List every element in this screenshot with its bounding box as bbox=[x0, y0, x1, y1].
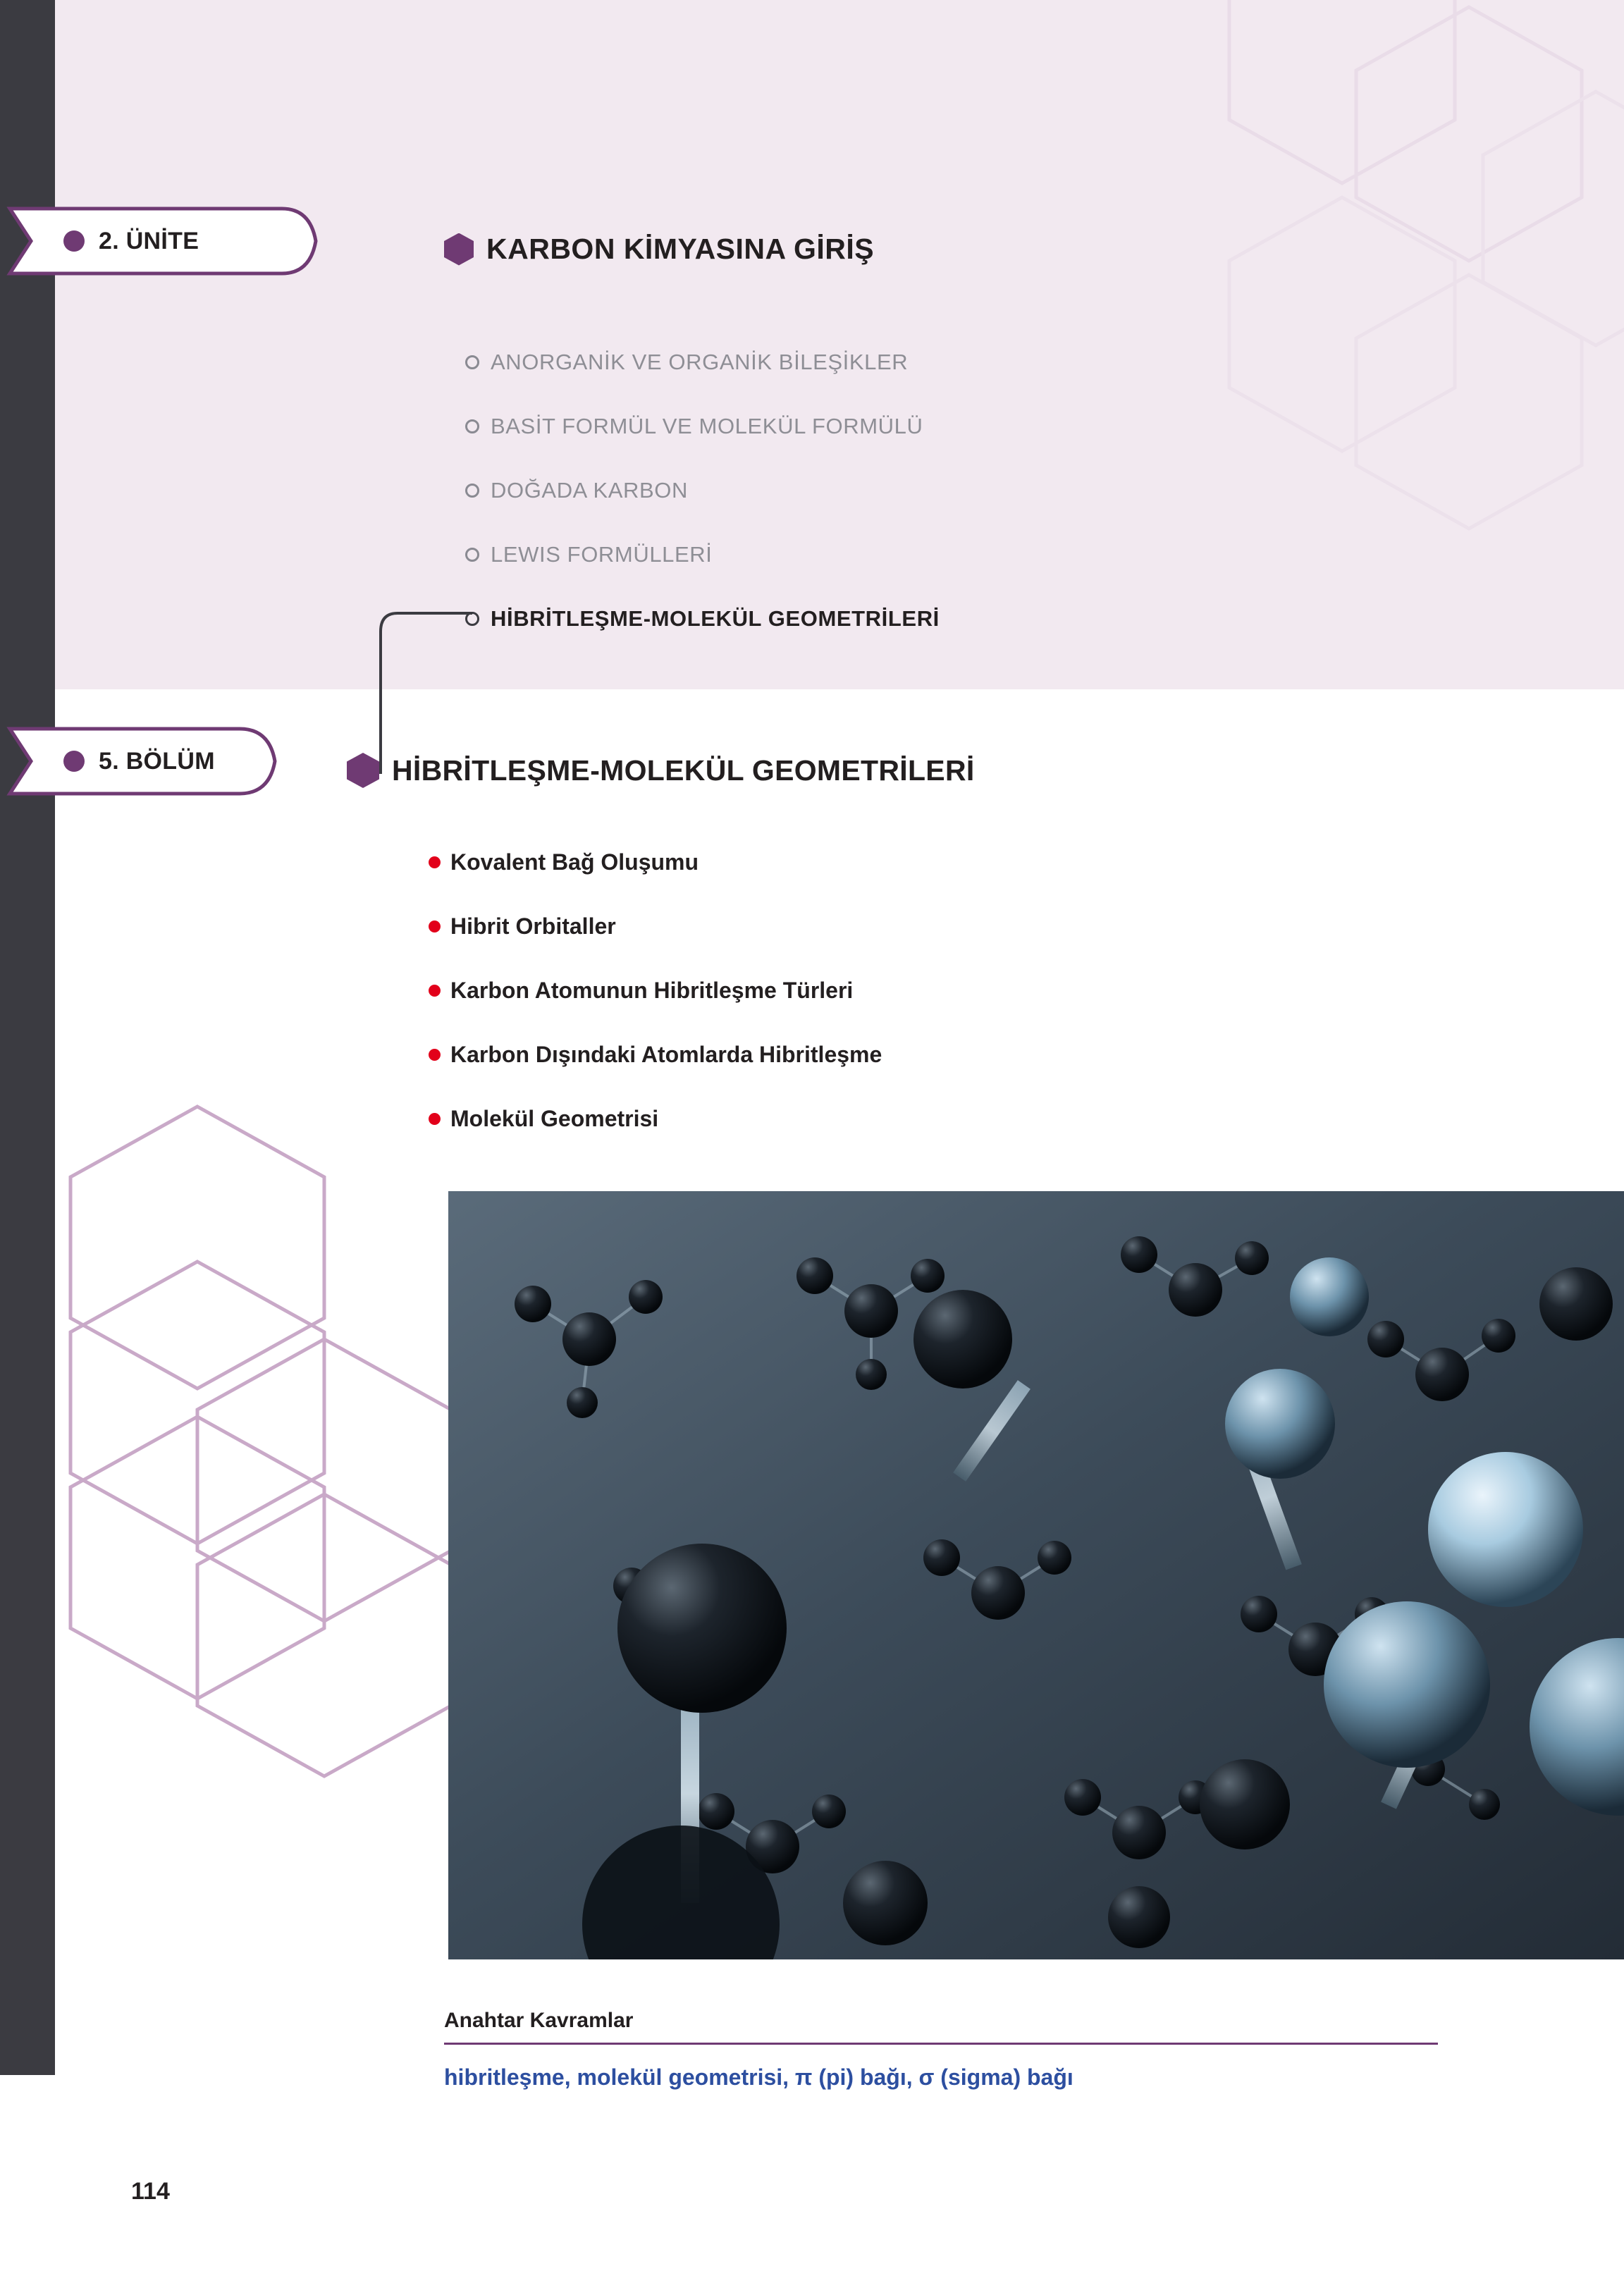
unit-topic-label: ANORGANİK VE ORGANİK BİLEŞİKLER bbox=[491, 349, 909, 374]
chapter-tag-label: 5. BÖLÜM bbox=[99, 748, 215, 775]
chapter-topic-item bbox=[429, 830, 882, 894]
unit-topic-label: HİBRİTLEŞME-MOLEKÜL GEOMETRİLERİ bbox=[491, 605, 940, 631]
molecule-photo bbox=[448, 1191, 1624, 1959]
unit-tag-label: 2. ÜNİTE bbox=[99, 228, 199, 254]
unit-tag-dot bbox=[63, 230, 85, 252]
circle-outline-icon bbox=[465, 484, 479, 498]
red-dot-icon bbox=[429, 856, 441, 868]
hexagon-bullet-icon bbox=[347, 753, 379, 788]
molecule-photo-svg bbox=[448, 1191, 1624, 1959]
unit-topic-list bbox=[465, 330, 940, 651]
unit-topic-label: BASİT FORMÜL VE MOLEKÜL FORMÜLÜ bbox=[491, 413, 923, 438]
chapter-topic-label: Karbon Atomunun Hibritleşme Türleri bbox=[450, 978, 854, 1003]
unit-tag bbox=[0, 204, 331, 278]
chapter-tag bbox=[0, 725, 296, 798]
red-dot-icon bbox=[429, 1049, 441, 1061]
hexagon-bullet-icon bbox=[444, 233, 474, 266]
unit-topic-item bbox=[465, 522, 940, 586]
key-concepts-block bbox=[444, 2009, 1445, 2091]
key-concepts-rule bbox=[444, 2043, 1438, 2045]
chapter-topic-item bbox=[429, 894, 882, 959]
unit-topic-item-active bbox=[465, 586, 940, 651]
circle-outline-icon bbox=[465, 548, 479, 562]
chapter-title: HİBRİTLEŞME-MOLEKÜL GEOMETRİLERİ bbox=[392, 753, 975, 787]
unit-topic-item bbox=[465, 394, 940, 458]
unit-topic-item bbox=[465, 330, 940, 394]
circle-outline-icon bbox=[465, 419, 479, 433]
red-dot-icon bbox=[429, 921, 441, 932]
connector-line bbox=[376, 606, 475, 775]
chapter-tag-dot bbox=[63, 751, 85, 772]
unit-title: KARBON KİMYASINA GİRİŞ bbox=[486, 233, 875, 265]
page-number: 114 bbox=[131, 2178, 170, 2205]
chapter-topic-label: Kovalent Bağ Oluşumu bbox=[450, 849, 699, 875]
chapter-topic-label: Hibrit Orbitaller bbox=[450, 913, 616, 939]
unit-topic-label: DOĞADA KARBON bbox=[491, 477, 688, 503]
red-dot-icon bbox=[429, 985, 441, 997]
chapter-topic-item bbox=[429, 959, 882, 1023]
chapter-topic-item bbox=[429, 1023, 882, 1087]
circle-outline-icon bbox=[465, 355, 479, 369]
chapter-topic-label: Molekül Geometrisi bbox=[450, 1106, 659, 1131]
unit-heading bbox=[444, 233, 874, 266]
key-concepts-title: Anahtar Kavramlar bbox=[444, 2009, 634, 2032]
hexagon-decoration bbox=[42, 1100, 508, 1903]
key-concepts-text: hibritleşme, molekül geometrisi, π (pi) bağı, σ (sigma) bağı bbox=[444, 2064, 1074, 2090]
unit-topic-item bbox=[465, 458, 940, 522]
chapter-heading bbox=[347, 753, 975, 788]
chapter-topic-label: Karbon Dışındaki Atomlarda Hibritleşme bbox=[450, 1042, 882, 1067]
unit-topic-label: LEWIS FORMÜLLERİ bbox=[491, 541, 713, 567]
hexagon-watermark-group bbox=[849, 0, 1624, 606]
